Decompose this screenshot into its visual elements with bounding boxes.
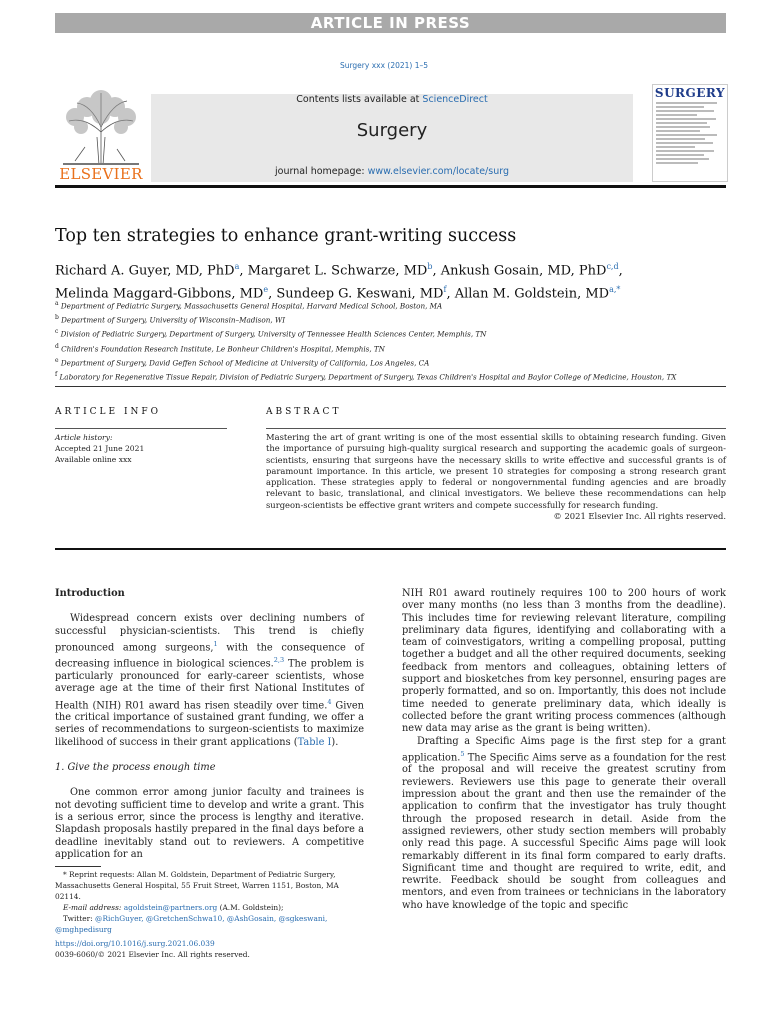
affiliations xyxy=(55,298,705,383)
doi-link[interactable]: https://doi.org/10.1016/j.surg.2021.06.039 xyxy=(55,939,215,948)
elsevier-tree-icon xyxy=(55,87,147,167)
text-run: The problem is particularly pronounced for early-career scientists, whose average age at the time of their first National Institutes of Health (NIH) R01 award has risen steadily over time. xyxy=(55,658,364,711)
reference-link[interactable]: 2,3 xyxy=(273,656,285,665)
twitter-label: Twitter: xyxy=(63,914,96,923)
author-sep: , xyxy=(618,263,623,279)
author-name[interactable]: Allan M. Goldstein, MD xyxy=(454,286,610,302)
author-name[interactable]: Sundeep G. Keswani, MD xyxy=(276,286,444,302)
reprint-request: * Reprint requests: Allan M. Goldstein, Department of Pediatric Surgery, Massachusetts General Hospital, 55 Fruit Street, Warren 1151, Boston, MA 02114. xyxy=(55,870,339,901)
subsection-heading: 1. Give the process enough time xyxy=(55,762,216,774)
affiliation xyxy=(55,341,705,355)
affiliation-text: Laboratory for Regenerative Tissue Repair, Division of Pediatric Surgery, Department of Surgery, Texas Children's Hospital and Baylor College of Medicine, Houston, TX xyxy=(59,372,677,382)
abstract-end-rule xyxy=(55,548,726,550)
text-run: The Specific Aims serve as a foundation for the rest of the proposal and will receive the greatest scrutiny from reviewers. Reviewers use this page to generate their overall impression about the grant and then use the remainder of the application to confirm that the investigator has truly thought through the proposed research in detail. Aside from the assigned reviewers, other study section members will probably only read this page. A successful Specific Aims page will look remarkably different in its final form compared to early drafts. Significant time and thought are required to write, edit, and rewrite. Feedback should be sought from colleagues and mentors, and even from trainees or technicians in the laboratory who have knowledge of the topic and specific xyxy=(402,752,726,911)
twitter-line xyxy=(55,913,364,935)
abstract-heading: ABSTRACT xyxy=(266,407,342,417)
accepted-date: Accepted 21 June 2021 xyxy=(55,444,145,453)
affiliation xyxy=(55,355,705,369)
email-suffix: (A.M. Goldstein); xyxy=(217,903,284,912)
author-affil-ref[interactable]: a,* xyxy=(609,285,621,295)
homepage-prefix: journal homepage: xyxy=(275,166,368,177)
affiliation-text: Children's Foundation Research Institute, Le Bonheur Children's Hospital, Memphis, TN xyxy=(61,343,385,353)
article-info-rule xyxy=(55,428,227,429)
cover-title: SURGERY xyxy=(654,86,726,100)
author-name[interactable]: Richard A. Guyer, MD, PhD xyxy=(55,263,235,279)
affiliation-key: a xyxy=(55,300,59,307)
affiliation-key: b xyxy=(55,314,59,322)
footnote xyxy=(55,869,364,935)
affiliation-key: c xyxy=(55,328,59,336)
affiliation-key: d xyxy=(55,342,59,350)
affiliation-rule xyxy=(55,386,726,387)
abstract-text: Mastering the art of grant writing is one of the most essential skills to obtaining research funding. Given the importance of pursuing high-quality surgical research and supporting the academic goals of surgeon-scientists, ensuring that surgeons have the necessary skills to write effective and successful grants is of paramount importance. In this article, we present 10 strategies for composing a strong research grant application. These strategies apply to federal or nongovernmental funding agencies and are broadly relevant to basic, translational, and clinical investigators. We believe these recommendations can help surgeon-scientists be effective grant writers and compete successfully for research funding. xyxy=(266,432,726,510)
affiliation-text: Department of Surgery, University of Wisconsin–Madison, WI xyxy=(61,315,286,325)
issn-copyright: 0039-6060/© 2021 Elsevier Inc. All rights reserved. xyxy=(55,950,250,959)
author-sep: , xyxy=(446,286,455,302)
affiliation-key: e xyxy=(55,356,59,364)
author-affil-ref[interactable]: f xyxy=(443,285,447,295)
intro-paragraph xyxy=(55,613,364,749)
body-paragraph xyxy=(402,736,726,912)
text-run: Drafting a Specific Aims page is the first step for a grant application. xyxy=(402,735,726,764)
journal-header xyxy=(151,94,633,182)
table-link[interactable]: Table I xyxy=(297,736,332,748)
author-sep: , xyxy=(432,263,441,279)
author-name[interactable]: Margaret L. Schwarze, MD xyxy=(247,263,428,279)
author-list xyxy=(55,257,735,304)
author-sep: , xyxy=(268,286,277,302)
author-affil-ref[interactable]: c,d xyxy=(606,262,619,271)
reference-link[interactable]: 4 xyxy=(327,697,332,706)
reference-link[interactable]: 1 xyxy=(213,639,218,648)
affiliation xyxy=(55,326,705,340)
text-run: Given the critical importance of sustained grant funding, we offer a series of recommendations to surgeon-scientists to maximize likelihood of success in their grant applications ( xyxy=(55,699,364,748)
text-run: Widespread concern exists over declining numbers of successful physician-scientists. This trend is chiefly pronounced among surgeons, xyxy=(55,613,364,654)
contents-line xyxy=(151,94,633,105)
email-line xyxy=(55,902,364,913)
author-sep: , xyxy=(239,263,248,279)
author-affil-ref[interactable]: a xyxy=(234,262,240,271)
homepage-link[interactable]: www.elsevier.com/locate/surg xyxy=(367,166,509,177)
elsevier-logo xyxy=(55,87,147,183)
affiliation xyxy=(55,312,705,326)
abstract-rule xyxy=(266,428,726,429)
author-affil-ref[interactable]: b xyxy=(427,262,433,271)
elsevier-wordmark: ELSEVIER xyxy=(59,165,143,183)
article-title: Top ten strategies to enhance grant-writing success xyxy=(55,226,517,246)
header-rule xyxy=(55,185,726,188)
twitter-handles[interactable]: @RichGuyer, @GretchenSchwa10, @AshGosain, @sgkeswani, @mghpedisurg xyxy=(55,914,328,934)
right-column xyxy=(402,588,726,912)
homepage-line xyxy=(151,166,633,177)
sciencedirect-link[interactable]: ScienceDirect xyxy=(422,94,488,105)
affiliation-key: f xyxy=(55,370,58,378)
contents-prefix: Contents lists available at xyxy=(296,94,423,105)
doi-block xyxy=(55,938,250,960)
reference-link[interactable]: 5 xyxy=(460,749,465,758)
cover-text-lines xyxy=(656,102,724,164)
journal-citation[interactable]: Surgery xxx (2021) 1–5 xyxy=(339,61,429,70)
history-label: Article history: xyxy=(55,433,113,442)
author-affil-ref[interactable]: e xyxy=(263,285,269,295)
article-info-heading: ARTICLE INFO xyxy=(55,407,162,417)
affiliation-text: Department of Surgery, David Geffen School of Medicine at University of California, Los Angeles, CA xyxy=(60,358,430,368)
footnote-rule xyxy=(55,866,101,867)
text-run: ). xyxy=(331,736,339,748)
journal-title: Surgery xyxy=(356,120,428,141)
affiliation-text: Division of Pediatric Surgery, Department of Surgery, University of Tennessee Health Sciences Center, Memphis, TN xyxy=(60,329,487,339)
introduction-heading: Introduction xyxy=(55,588,125,599)
article-history xyxy=(55,432,227,465)
abstract-body xyxy=(266,432,726,522)
email-link[interactable]: agoldstein@partners.org xyxy=(123,903,218,912)
body-paragraph: NIH R01 award routinely requires 100 to 200 hours of work over many months (no less than 3 months from the deadline). This includes time for reviewing relevant literature, compiling preliminary data figures, identifying and collaborating with a team of coinvestigators, writing a compelling proposal, putting together a budget and all the other required documents, seeking feedback from mentors and colleagues, obtaining letters of support and biosketches from key personnel, ensuring pages are properly formatted, and so on. Importantly, this does not include time needed to generate preliminary data, which ideally is collected before the grant writing process commences (although new data may arise as the grant is being written). xyxy=(402,588,726,735)
affiliation-text: Department of Pediatric Surgery, Massachusetts General Hospital, Harvard Medical School, Boston, MA xyxy=(60,301,443,311)
article-in-press-banner: ARTICLE IN PRESS xyxy=(55,13,726,33)
available-date: Available online xxx xyxy=(55,455,132,464)
author-name[interactable]: Ankush Gosain, MD, PhD xyxy=(440,263,607,279)
left-column xyxy=(55,588,364,861)
affiliation xyxy=(55,369,705,383)
journal-cover-thumbnail[interactable] xyxy=(652,84,728,182)
author-name[interactable]: Melinda Maggard-Gibbons, MD xyxy=(55,286,264,302)
affiliation xyxy=(55,298,705,312)
text-run: with the consequence of decreasing influence in biological sciences. xyxy=(55,642,364,670)
body-paragraph: One common error among junior faculty and trainees is not devoting sufficient time to develop and write a grant. This is a serious error, since the process is lengthy and iterative. Slapdash proposals hastily prepared in the final days before a deadline inevitably stand out to reviewers. A competitive application for an xyxy=(55,787,364,860)
abstract-copyright: © 2021 Elsevier Inc. All rights reserved. xyxy=(553,511,726,522)
email-label: E-mail address: xyxy=(63,903,124,912)
